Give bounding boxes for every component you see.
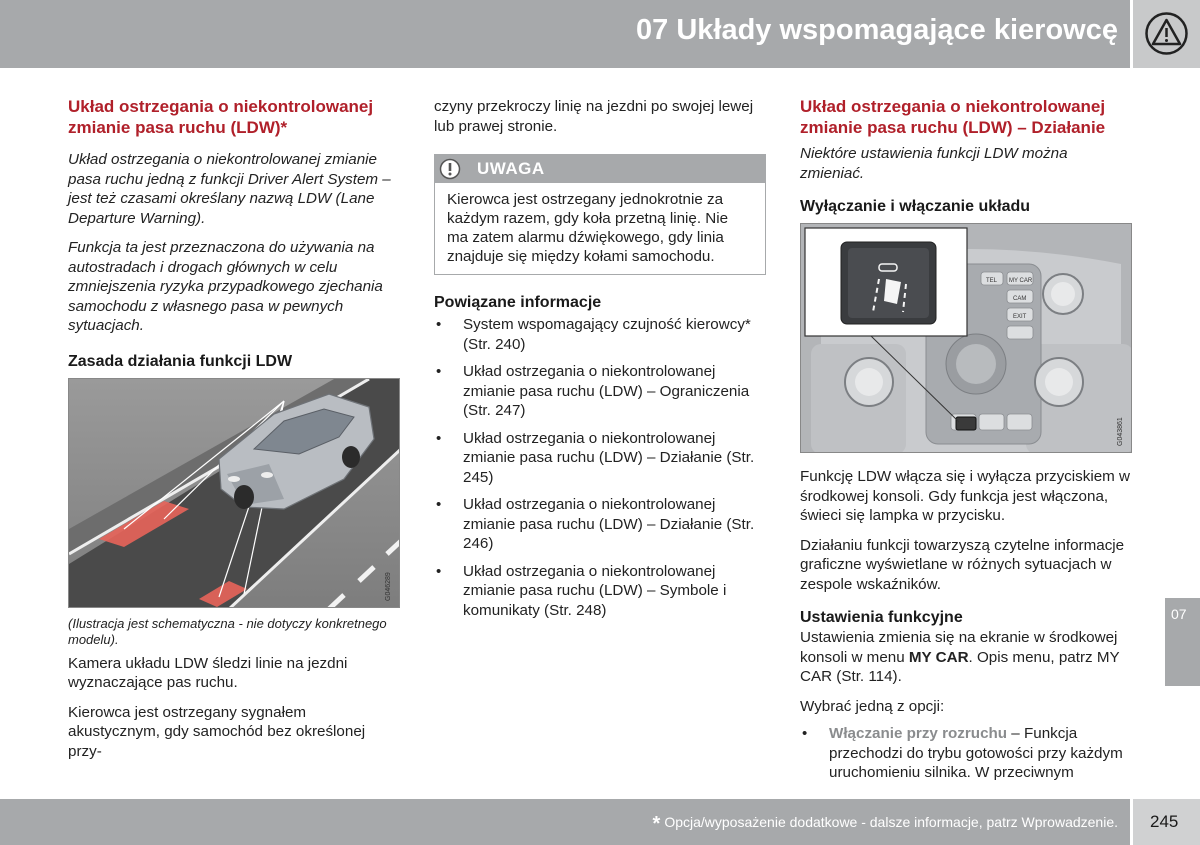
section-heading-ldw-operation: Układ ostrzegania o niekontrolowanej zmianie pasa ruchu (LDW) – Działanie: [800, 97, 1106, 137]
option-start-activation: [800, 724, 1132, 783]
related-link-245[interactable]: • Układ ostrzegania o niekontrolowanej zmianie pasa ruchu (LDW) – Działanie (Str. 245): [434, 429, 766, 488]
operation-paragraph-1: Funkcję LDW włącza się i wyłącza przyciskiem w środkowej konsoli. Gdy funkcja jest włączona, świeci się lampka w przycisku.: [800, 468, 1130, 524]
option-label[interactable]: Włączanie przy rozruchu: [829, 725, 1008, 742]
continued-paragraph: czyny przekroczy linię na jezdni po swojej lewej lub prawej stronie.: [434, 98, 754, 135]
footer-note: [653, 813, 1118, 836]
note-header: [435, 155, 765, 183]
console-label-tel: TEL: [986, 278, 998, 284]
operation-intro: Niektóre ustawienia funkcji LDW można zmieniać.: [800, 145, 1068, 182]
figure-code: G046289: [385, 571, 392, 601]
header-icon-box: [1133, 0, 1200, 68]
note-body: Kierowca jest ostrzegany jednokrotnie za każdym razem, gdy koła przetną linię. Nie ma zatem alarmu dźwiękowego, gdy linia znajduje się między kołami samochodu.: [447, 191, 729, 265]
warning-triangle-icon: [1144, 11, 1189, 56]
column-3: [800, 96, 1132, 783]
operation-paragraph-2: Działaniu funkcji towarzyszą czytelne informacje graficzne wyświetlane w różnych sytuacjach w zespole wskaźników.: [800, 536, 1125, 593]
figure-caption: (Ilustracja jest schematyczna - nie dotyczy konkretnego modelu).: [68, 615, 387, 647]
column-1: [68, 96, 400, 761]
subheading-settings: Ustawienia funkcyjne: [800, 609, 963, 626]
center-console-illustration: [800, 223, 1132, 453]
chapter-tab-label: 07: [1171, 606, 1187, 622]
subheading-ldw-principle: Zasada działania funkcji LDW: [68, 352, 293, 370]
footer-note-text: Opcja/wyposażenie dodatkowe - dalsze informacje, patrz Wprowadzenie.: [664, 814, 1118, 830]
note-title: UWAGA: [477, 159, 545, 178]
related-link-247[interactable]: • Układ ostrzegania o niekontrolowanej zmianie pasa ruchu (LDW) – Ograniczenia (Str. 247): [434, 362, 766, 421]
page-title: 07 Układy wspomagające kierowcę: [636, 14, 1118, 46]
ldw-paragraph-1: Kamera układu LDW śledzi linie na jezdni wyznaczające pas ruchu.: [68, 654, 348, 691]
console-label-cam: CAM: [1013, 296, 1027, 302]
related-list: [434, 315, 766, 620]
settings-text-a: Ustawienia zmienia się na ekranie w środkowej konsoli w menu: [800, 629, 1118, 666]
page-number: 245: [1150, 812, 1179, 831]
settings-paragraph: [800, 628, 1132, 687]
ldw-road-illustration: [68, 378, 400, 608]
subheading-on-off: Wyłączanie i włączanie układu: [800, 198, 1031, 215]
related-link-248[interactable]: • Układ ostrzegania o niekontrolowanej zmianie pasa ruchu (LDW) – Symbole i komunikaty (Str. 248): [434, 562, 766, 621]
column-2: [434, 97, 766, 620]
console-label-mycar: MY CAR: [1009, 278, 1033, 284]
note-box: [434, 154, 766, 275]
section-heading-ldw: Układ ostrzegania o niekontrolowanej zmianie pasa ruchu (LDW)*: [68, 97, 374, 137]
related-heading: Powiązane informacje: [434, 294, 602, 311]
console-figure-code: G043861: [1117, 417, 1124, 446]
option-list: [800, 724, 1132, 783]
settings-text-b: . Opis menu, patrz MY CAR (Str. 114).: [800, 648, 1120, 685]
intro-paragraph-1: Układ ostrzegania o niekontrolowanej zmianie pasa ruchu jedną z funkcji Driver Alert System – jest też czasami określany nazwą LDW (Lane Departure Warning).: [68, 151, 391, 227]
intro-paragraph-2: Funkcja ta jest przeznaczona do używania na autostradach i drogach głównych w celu zmniejszenia ryzyka przypadkowego zjechania samochodu z własnego pasa w pewnych sytuacjach.: [68, 239, 383, 334]
option-text: – Funkcja przechodzi do trybu gotowości przy każdym uruchomieniu silnika. W przeciwnym: [829, 725, 1123, 781]
chapter-tab[interactable]: [1165, 598, 1200, 686]
console-label-exit: EXIT: [1013, 314, 1027, 320]
related-link-246[interactable]: • Układ ostrzegania o niekontrolowanej zmianie pasa ruchu (LDW) – Działanie (Str. 246): [434, 495, 766, 554]
related-link-240[interactable]: • System wspomagający czujność kierowcy* (Str. 240): [434, 315, 766, 354]
mycar-menu-label: MY CAR: [908, 648, 969, 666]
ldw-paragraph-2: Kierowca jest ostrzegany sygnałem akustycznym, gdy samochód bez określonej przy-: [68, 703, 366, 760]
footer-star: *: [652, 813, 661, 835]
info-icon: [439, 158, 461, 180]
choose-option-text: Wybrać jedną z opcji:: [800, 697, 945, 715]
